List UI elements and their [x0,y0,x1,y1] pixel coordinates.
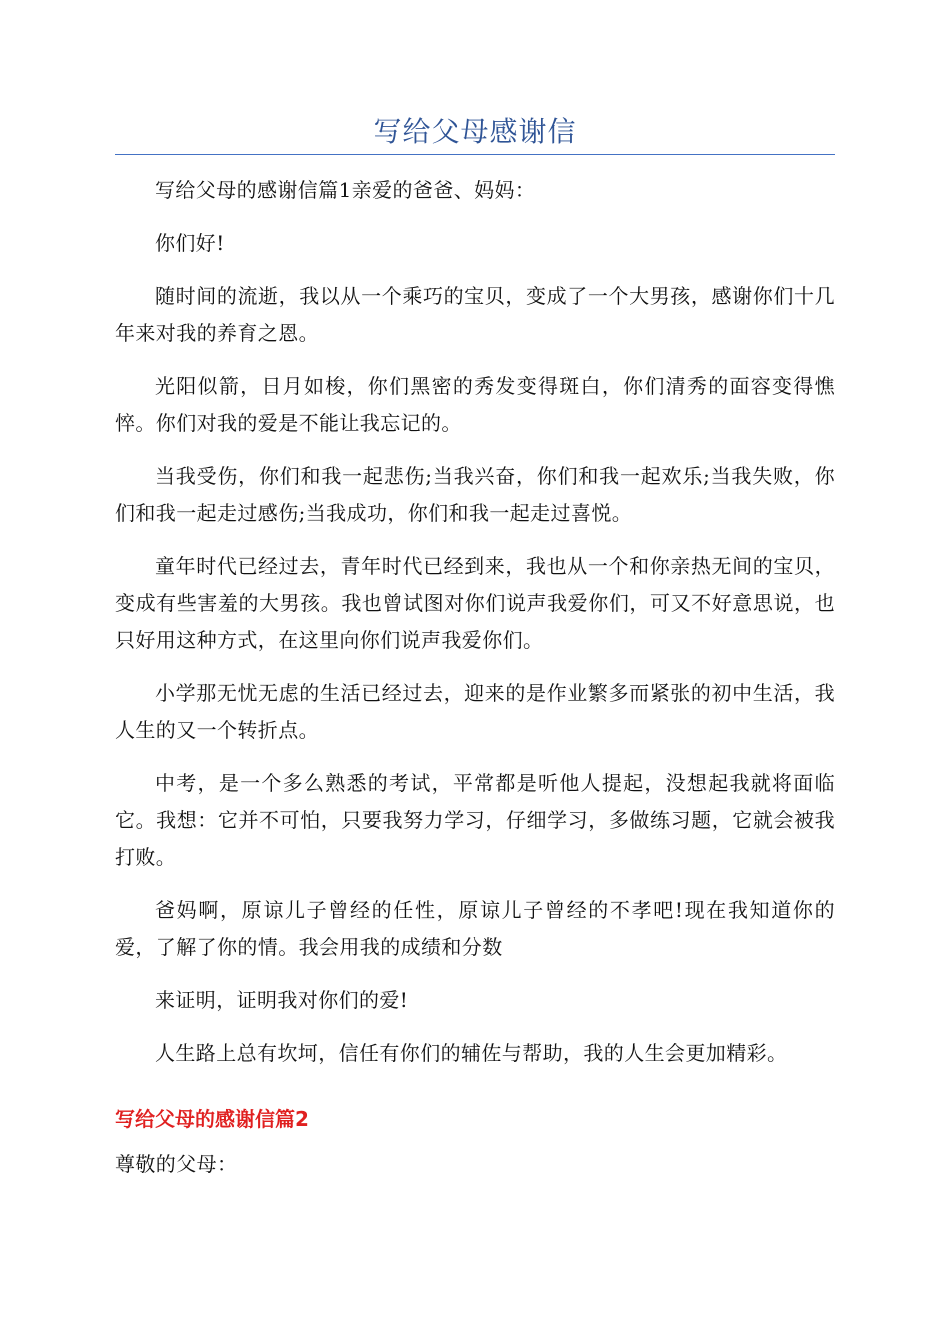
section-2-heading: 写给父母的感谢信篇2 [115,1107,309,1131]
paragraph-9: 爸妈啊，原谅儿子曾经的任性，原谅儿子曾经的不孝吧!现在我知道你的爱，了解了你的情。我会用我的成绩和分数 [115,898,835,959]
paragraph-3: 随时间的流逝，我以从一个乘巧的宝贝，变成了一个大男孩，感谢你们十几年来对我的养育之恩。 [115,284,835,345]
paragraph-4: 光阳似箭，日月如梭，你们黑密的秀发变得斑白，你们清秀的面容变得憔悴。你们对我的爱是不能让我忘记的。 [115,374,835,435]
paragraph-8: 中考，是一个多么熟悉的考试，平常都是听他人提起，没想起我就将面临它。我想：它并不可怕，只要我努力学习，仔细学习，多做练习题，它就会被我打败。 [115,771,835,869]
document-title: 写给父母感谢信 [373,115,577,148]
document-body [115,172,835,1199]
paragraph-2: 你们好! [155,231,225,255]
title-underline [115,154,835,155]
paragraph-1: 写给父母的感谢信篇1亲爱的爸爸、妈妈： [155,178,536,202]
paragraph-11: 人生路上总有坎坷，信任有你们的辅佐与帮助，我的人生会更加精彩。 [155,1041,788,1065]
paragraph-6: 童年时代已经过去，青年时代已经到来，我也从一个和你亲热无间的宝贝，变成有些害羞的大男孩。我也曾试图对你们说声我爱你们，可又不好意思说，也只好用这种方式，在这里向你们说声我爱你们。 [115,554,835,652]
paragraph-7: 小学那无忧无虑的生活已经过去，迎来的是作业繁多而紧张的初中生活，我人生的又一个转折点。 [115,681,835,742]
section-2-salutation: 尊敬的父母： [115,1152,238,1176]
paragraph-10: 来证明，证明我对你们的爱! [155,988,409,1012]
paragraph-5: 当我受伤，你们和我一起悲伤;当我兴奋，你们和我一起欢乐;当我失败，你们和我一起走过感伤;当我成功，你们和我一起走过喜悦。 [115,464,835,525]
